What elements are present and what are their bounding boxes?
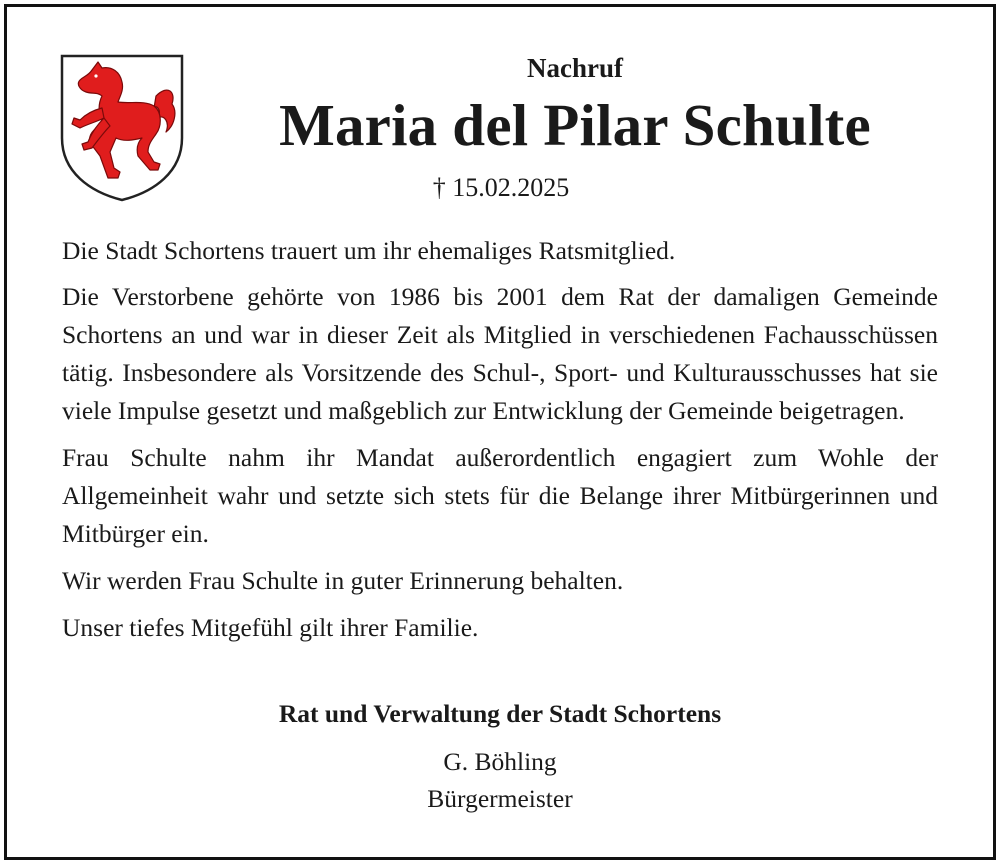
paragraph: Frau Schulte nahm ihr Mandat außerordentlich engagiert zum Wohle der Allgemeinheit wahr und setzte sich stets für die Belange ihrer Mitbürgerinnen und Mitbürger ein. bbox=[62, 443, 938, 548]
signature-name: G. Böhling bbox=[443, 747, 557, 776]
paragraph: Wir werden Frau Schulte in guter Erinnerung behalten. bbox=[62, 566, 624, 595]
signature-organization: Rat und Verwaltung der Stadt Schortens bbox=[278, 699, 722, 728]
paragraph: Die Verstorbene gehörte von 1986 bis 2001 dem Rat der damaligen Gemeinde Schortens an und war in dieser Zeit als Mitglied in verschiedenen Fachausschüssen tätig. Insbesondere als Vorsitzende des Schul-, Sport- und Kulturausschusses hat sie viele Impulse gesetzt und maßgeblich zur Entwicklung der Gemeinde beigetragen. bbox=[62, 282, 938, 425]
red-horse-icon bbox=[58, 52, 186, 202]
signature-title: Bürgermeister bbox=[427, 784, 573, 813]
obituary-text bbox=[62, 232, 938, 656]
heading-kicker: Nachruf bbox=[527, 53, 623, 83]
death-date: † 15.02.2025 bbox=[432, 173, 570, 202]
deceased-name: Maria del Pilar Schulte bbox=[279, 92, 871, 158]
paragraph: Unser tiefes Mitgefühl gilt ihrer Familie. bbox=[62, 613, 479, 642]
paragraph: Die Stadt Schortens trauert um ihr ehemaliges Ratsmitglied. bbox=[62, 236, 676, 265]
